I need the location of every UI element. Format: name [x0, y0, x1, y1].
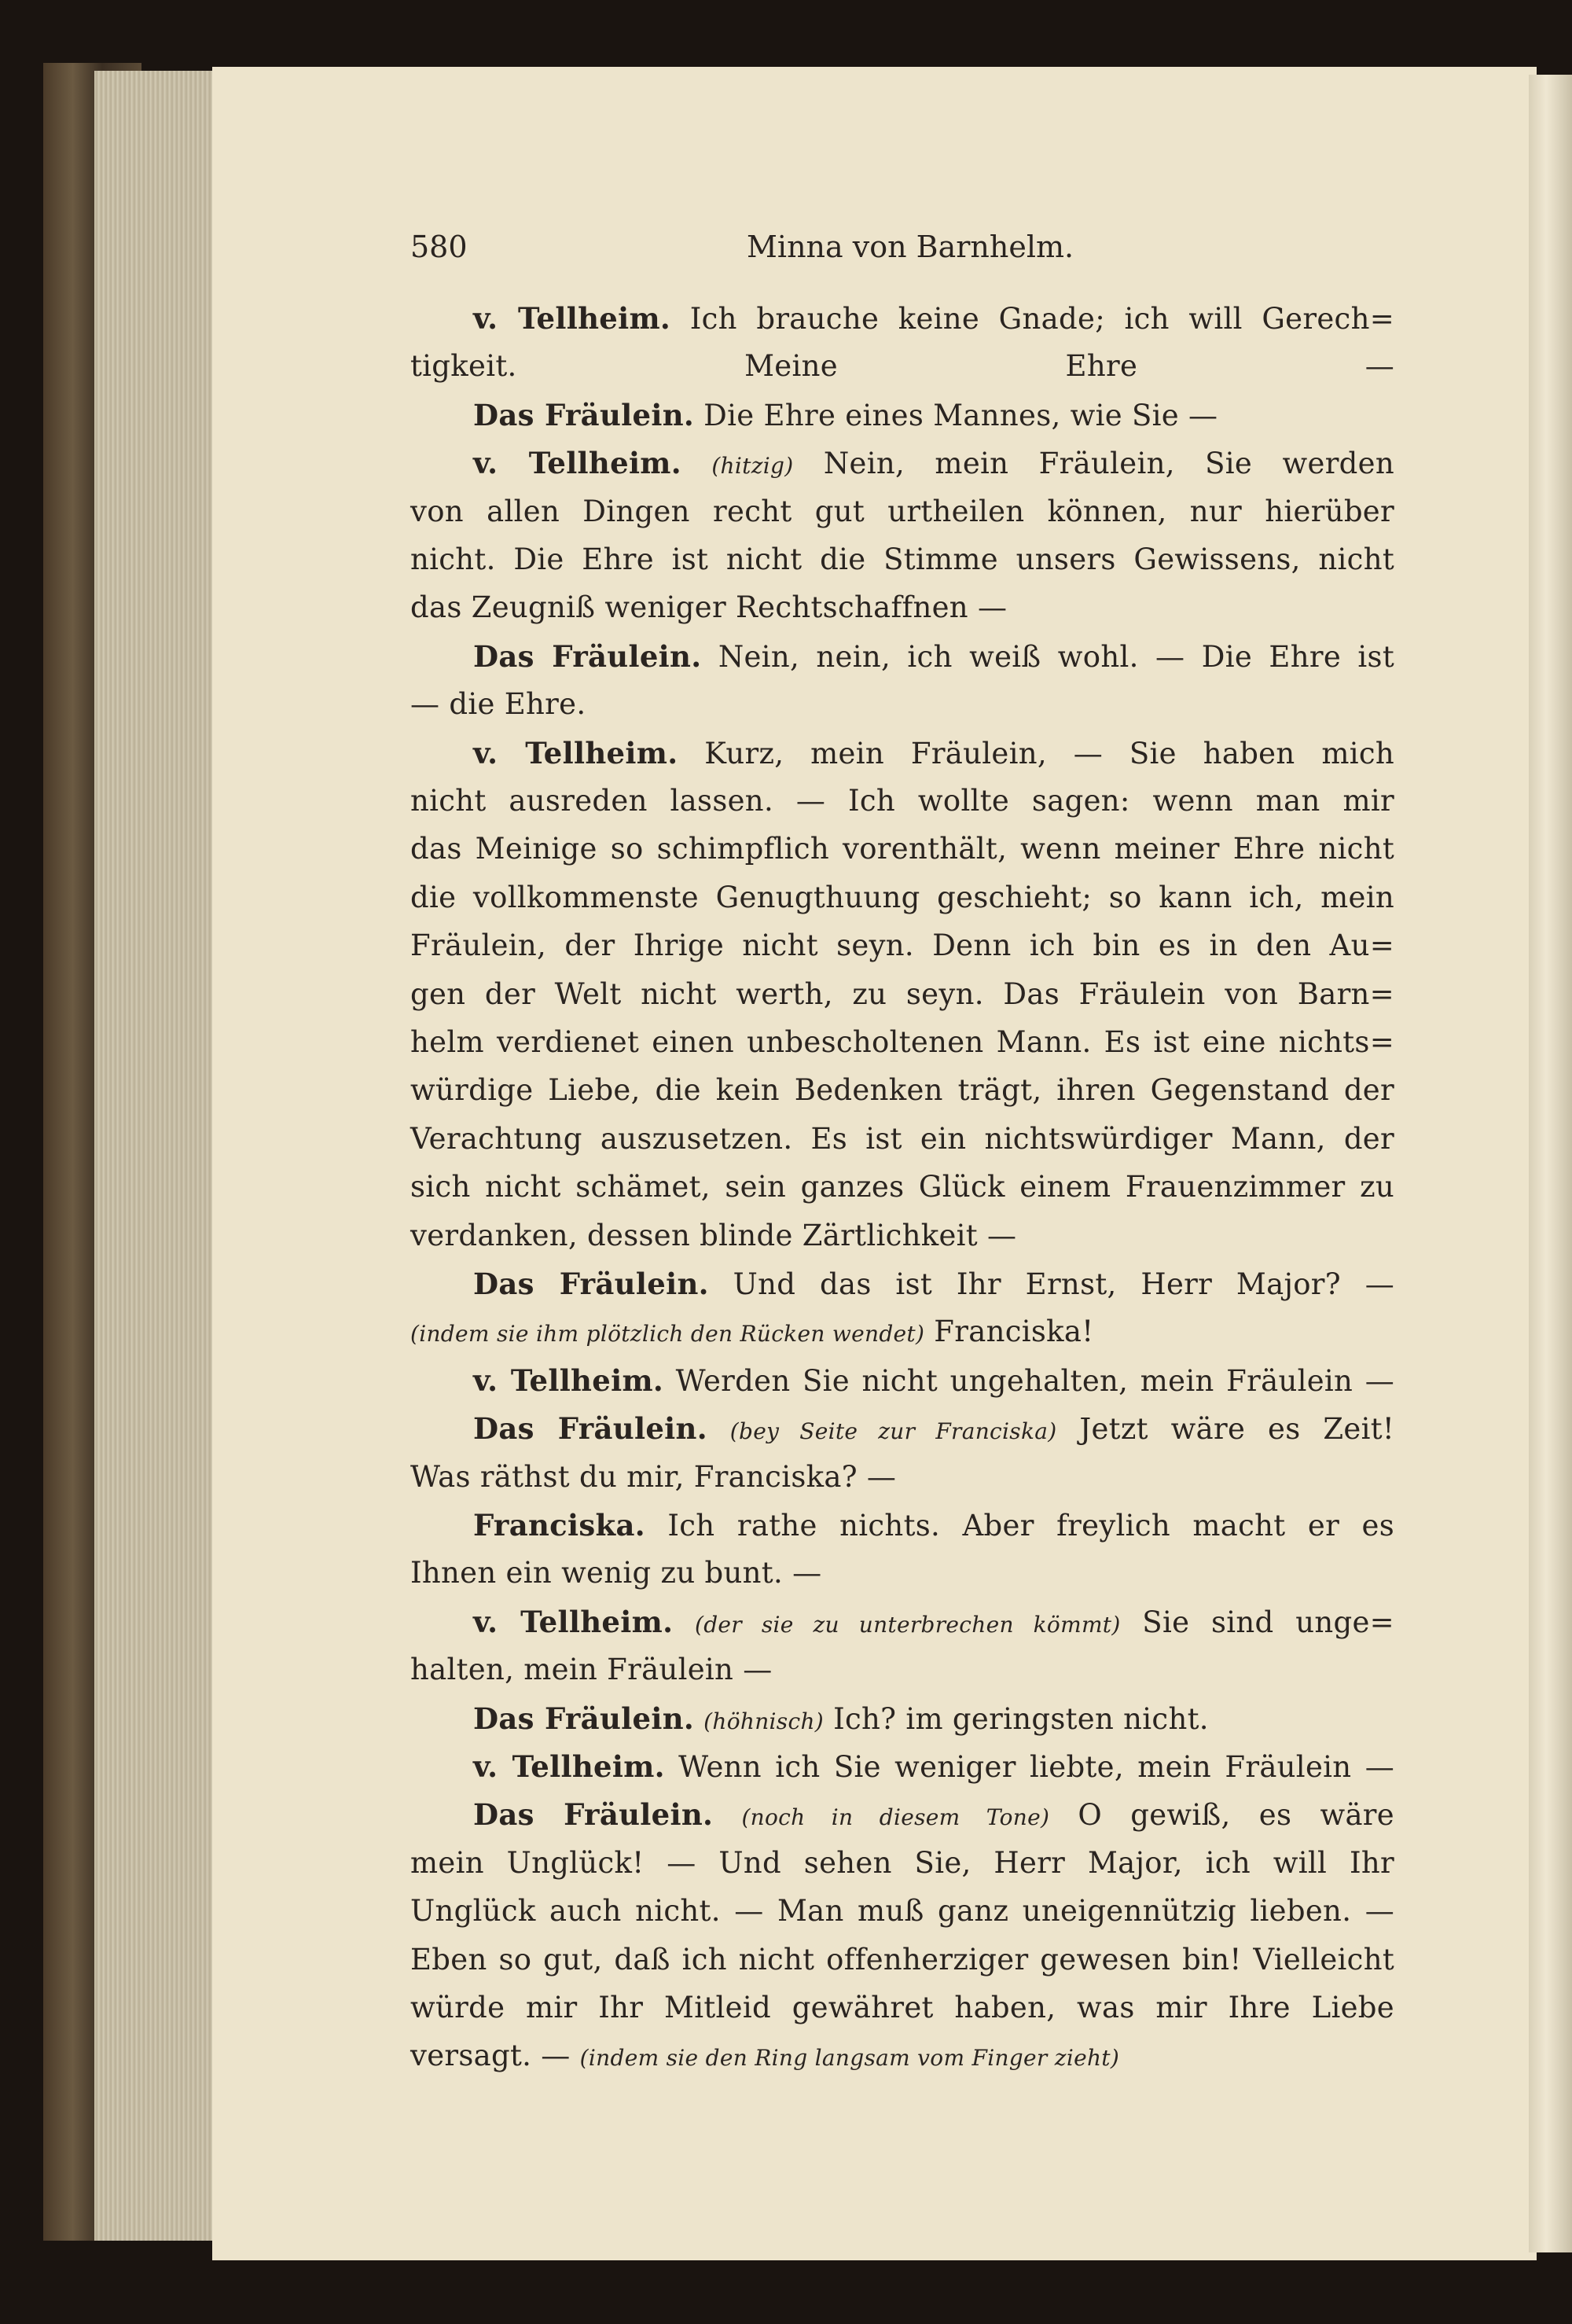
page-stack-edges	[94, 71, 220, 2241]
line-text: Wenn ich Sie weniger liebte, mein Fräulein —	[678, 1750, 1395, 1784]
text-line	[410, 1405, 1394, 1452]
line-text: halten, mein Fräulein —	[410, 1653, 773, 1686]
line-text: Die Ehre eines Mannes, wie Sie —	[703, 399, 1218, 432]
line-text: verdanken, dessen blinde Zärtlichkeit —	[410, 1219, 1017, 1252]
line-text: helm verdienet einen unbescholtenen Mann. Es ist eine nichts=	[410, 1025, 1394, 1059]
line-text: Ihnen ein wenig zu bunt. —	[410, 1556, 822, 1590]
line-text: versagt. —	[410, 2039, 571, 2072]
line-text: Ich rathe nichts. Aber freylich macht er es	[667, 1509, 1395, 1543]
line-text: die vollkommenste Genugthuung geschieht; so kann ich, mein	[410, 881, 1394, 914]
line-text: würdige Liebe, die kein Bedenken trägt, ihren Gegenstand der	[410, 1073, 1394, 1107]
stage-direction: (der sie zu unterbrechen kömmt)	[694, 1612, 1121, 1638]
line-text: Was räthst du mir, Franciska? —	[410, 1460, 897, 1494]
text-line	[410, 1357, 1394, 1404]
page-number: 580	[410, 230, 468, 264]
line-text: Verachtung auszusetzen. Es ist ein nichtswürdiger Mann, der	[410, 1122, 1394, 1156]
line-text: sich nicht schämet, sein ganzes Glück einem Frauenzimmer zu	[410, 1170, 1394, 1204]
speaker-name: Franciska.	[473, 1508, 645, 1543]
text-line	[410, 1598, 1394, 1646]
text-line	[410, 392, 1394, 439]
stage-direction: (indem sie ihm plötzlich den Rücken wendet)	[410, 1321, 925, 1347]
speaker-name: Das Fräulein.	[473, 1411, 707, 1446]
text-line	[410, 826, 1394, 873]
text-line	[410, 1502, 1394, 1549]
line-text: — die Ehre.	[410, 687, 586, 721]
line-text: das Meinige so schimpflich vorenthält, wenn meiner Ehre nicht	[410, 832, 1394, 866]
line-text: Ich brauche keine Gnade; ich will Gerech=	[689, 302, 1395, 336]
line-text: Nein, nein, ich weiß wohl. — Die Ehre ist	[718, 640, 1395, 674]
line-text: Eben so gut, daß ich nicht offenherziger gewesen bin! Vielleicht	[410, 1943, 1394, 1977]
speaker-name: v. Tellheim.	[473, 736, 678, 770]
speaker-name: Das Fräulein.	[473, 1701, 695, 1736]
line-text: O gewiß, es wäre	[1078, 1798, 1394, 1832]
speaker-name: Das Fräulein.	[473, 639, 702, 674]
text-line	[410, 1550, 1394, 1597]
speaker-name: v. Tellheim.	[473, 1363, 664, 1398]
stage-direction: (noch in diesem Tone)	[741, 1804, 1050, 1830]
text-line	[410, 633, 1394, 680]
text-line	[410, 874, 1394, 921]
text-line	[410, 1743, 1394, 1790]
text-line	[410, 1164, 1394, 1211]
line-text: Fräulein, der Ihrige nicht seyn. Denn ich bin es in den Au=	[410, 928, 1394, 962]
line-text: würde mir Ihr Mitleid gewähret haben, was mir Ihre Liebe	[410, 1991, 1394, 2024]
line-text: Franciska!	[934, 1315, 1094, 1348]
stage-direction: (hitzig)	[711, 453, 794, 479]
text-line	[410, 1116, 1394, 1163]
text-line	[410, 1791, 1394, 1838]
text-line	[410, 1212, 1394, 1259]
line-text: tigkeit. Meine Ehre —	[410, 349, 1394, 383]
text-line	[410, 295, 1394, 342]
speaker-name: v. Tellheim.	[473, 1749, 665, 1784]
line-text: nicht ausreden lassen. — Ich wollte sagen: wenn man mir	[410, 784, 1394, 818]
line-text: mein Unglück! — Und sehen Sie, Herr Major, ich will Ihr	[410, 1846, 1394, 1880]
text-line	[410, 1260, 1394, 1307]
speaker-name: v. Tellheim.	[473, 446, 681, 480]
text-line	[410, 488, 1394, 535]
speaker-name: v. Tellheim.	[473, 1605, 674, 1639]
text-line	[410, 1936, 1394, 1984]
line-text: Und das ist Ihr Ernst, Herr Major? —	[733, 1267, 1395, 1301]
text-line	[410, 343, 1394, 390]
text-line	[410, 730, 1394, 777]
speaker-name: Das Fräulein.	[473, 1267, 709, 1301]
text-line	[410, 971, 1394, 1018]
line-text: Unglück auch nicht. — Man muß ganz uneigennützig lieben. —	[410, 1894, 1394, 1928]
speaker-name: Das Fräulein.	[473, 1797, 714, 1832]
text-line	[410, 681, 1394, 728]
line-text: Sie sind unge=	[1142, 1605, 1394, 1639]
text-line	[410, 2032, 1394, 2079]
text-line	[410, 439, 1394, 487]
text-line	[410, 922, 1394, 969]
line-text: Kurz, mein Fräulein, — Sie haben mich	[704, 737, 1395, 770]
text-line	[410, 584, 1394, 631]
line-text: von allen Dingen recht gut urtheilen können, nur hierüber	[410, 495, 1394, 528]
line-text: Nein, mein Fräulein, Sie werden	[823, 447, 1394, 480]
running-title: Minna von Barnhelm.	[747, 230, 1074, 264]
speaker-name: v. Tellheim.	[473, 301, 671, 336]
text-line	[410, 1695, 1394, 1742]
text-line	[410, 1984, 1394, 2032]
stage-direction: (höhnisch)	[703, 1708, 824, 1734]
stage-direction: (bey Seite zur Franciska)	[729, 1418, 1057, 1444]
stage-direction: (indem sie den Ring langsam vom Finger zieht)	[579, 2045, 1120, 2071]
text-line	[410, 536, 1394, 583]
running-header	[410, 230, 1394, 277]
facing-page-edge	[1529, 75, 1572, 2252]
text-line	[410, 778, 1394, 825]
text-line	[410, 1840, 1394, 1887]
speaker-name: Das Fräulein.	[473, 398, 695, 432]
line-text: das Zeugniß weniger Rechtschaffnen —	[410, 590, 1008, 624]
line-text: Jetzt wäre es Zeit!	[1079, 1412, 1395, 1446]
text-line	[410, 1888, 1394, 1935]
text-line	[410, 1646, 1394, 1693]
line-text: gen der Welt nicht werth, zu seyn. Das Fräulein von Barn=	[410, 977, 1394, 1011]
text-line	[410, 1067, 1394, 1114]
line-text: Werden Sie nicht ungehalten, mein Fräulein —	[675, 1364, 1395, 1398]
text-line	[410, 1308, 1394, 1355]
line-text: Ich? im geringsten nicht.	[833, 1702, 1209, 1736]
line-text: nicht. Die Ehre ist nicht die Stimme unsers Gewissens, nicht	[410, 542, 1394, 576]
text-line	[410, 1019, 1394, 1066]
text-line	[410, 1454, 1394, 1501]
